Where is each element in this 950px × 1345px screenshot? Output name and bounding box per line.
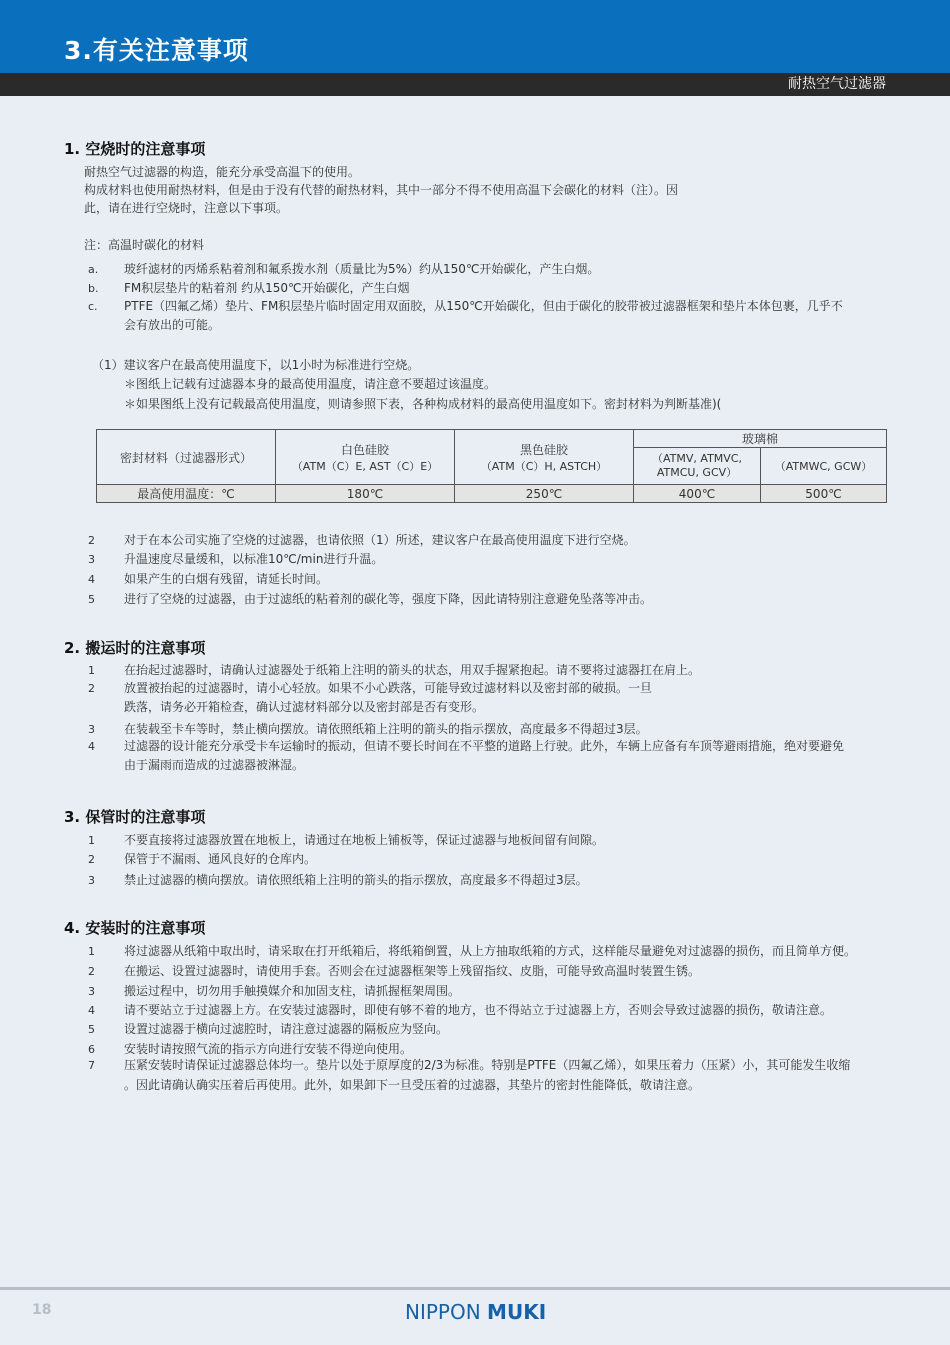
white-silicone-models: （ATM（C）E, AST（C）E） [291, 459, 439, 473]
item-number: 5 [88, 1023, 95, 1036]
item-number: 2 [88, 965, 95, 978]
item-number: 3 [88, 723, 95, 736]
item-number: 4 [88, 740, 95, 753]
recommendation-line: ＊如果图纸上没有记载最高使用温度，则请参照下表，各种构成材料的最高使用温度如下。密封材料为判断基准)( [124, 397, 722, 411]
note-title: 注：高温时碳化的材料 [84, 238, 205, 252]
item-text: 设置过滤器于横向过滤腔时，请注意过滤器的隔板应为竖向。 [124, 1022, 449, 1036]
item-text: 过滤器的设计能充分承受卡车运输时的振动，但请不要长时间在不平整的道路上行驶。此外，车辆上应备有车顶等避雨措施，绝对要避免 [124, 739, 845, 753]
temp-value: 250℃ [455, 485, 634, 503]
black-silicone-label: 黑色硅胶 [519, 442, 568, 457]
item-text: 由于漏雨而造成的过滤器被淋湿。 [124, 758, 305, 772]
item-number: 4 [88, 573, 95, 586]
item-text: 在抬起过滤器时，请确认过滤器处于纸箱上注明的箭头的状态，用双手握紧抱起。请不要将过滤器扛在肩上。 [124, 663, 701, 677]
item-text: 在搬运、设置过滤器时，请使用手套。否则会在过滤器框架等上残留指纹、皮脂，可能导致高温时装置生锈。 [124, 964, 701, 978]
recommendation-line: （1）建议客户在最高使用温度下，以1小时为标准进行空烧。 [92, 358, 420, 372]
note-marker: b. [88, 282, 99, 295]
s1-intro-line: 耐热空气过滤器的构造，能充分承受高温下的使用。 [84, 165, 361, 179]
item-text: 不要直接将过滤器放置在地板上，请通过在地板上铺板等，保证过滤器与地板间留有间隙。 [124, 833, 605, 847]
company-logo [405, 1300, 546, 1324]
section-4-title: 4. 安装时的注意事项 [64, 919, 206, 937]
page-header [0, 0, 950, 73]
s1-intro-line: 构成材料也使用耐热材料，但是由于没有代替的耐热材料，其中一部分不得不使用高温下会碳化的材料（注）。因 [84, 183, 679, 197]
item-text: 在装载至卡车等时，禁止横向摆放。请依照纸箱上注明的箭头的指示摆放，高度最多不得超过3层。 [124, 722, 648, 736]
note-text: 玻纤滤材的丙烯系粘着剂和氟系拨水剂（质量比为5%）约从150℃开始碳化，产生白烟。 [124, 262, 600, 276]
item-text: 搬运过程中，切勿用手触摸媒介和加固支柱，请抓握框架周围。 [124, 984, 461, 998]
item-number: 2 [88, 853, 95, 866]
item-text: 进行了空烧的过滤器，由于过滤纸的粘着剂的碳化等，强度下降，因此请特别注意避免坠落等冲击。 [124, 592, 653, 606]
item-number: 6 [88, 1043, 95, 1056]
header-seal: 密封材料（过滤器形式） [97, 430, 276, 485]
item-number: 2 [88, 682, 95, 695]
note-marker: c. [88, 300, 98, 313]
max-temperature-table [96, 429, 887, 503]
temp-value: 180℃ [276, 485, 455, 503]
logo-part-a: NIPPON [405, 1300, 488, 1324]
item-number: 2 [88, 534, 95, 547]
logo-part-b: MUKI [487, 1300, 547, 1324]
item-number: 3 [88, 985, 95, 998]
sub-header-bar [0, 73, 950, 96]
header-black-silicone [455, 430, 634, 485]
s1-intro-line: 此，请在进行空烧时，注意以下事项。 [84, 201, 289, 215]
item-number: 1 [88, 834, 95, 847]
header-glass-wool: 玻璃棉 [634, 430, 887, 448]
black-silicone-models: （ATM（C）H, ASTCH） [480, 459, 608, 473]
item-text: 将过滤器从纸箱中取出时，请采取在打开纸箱后，将纸箱倒置，从上方抽取纸箱的方式，这样能尽量避免对过滤器的损伤，而且简单方便。 [124, 944, 857, 958]
temp-value: 400℃ [634, 485, 761, 503]
item-text: 放置被抬起的过滤器时，请小心轻放。如果不小心跌落，可能导致过滤材料以及密封部的破损。一旦 [124, 681, 653, 695]
white-silicone-label: 白色硅胶 [340, 442, 389, 457]
note-marker: a. [88, 263, 99, 276]
section-1-title: 1. 空烧时的注意事项 [64, 140, 206, 158]
item-text: 。因此请确认确实压着后再使用。此外，如果卸下一旦受压着的过滤器，其垫片的密封性能降低，敬请注意。 [124, 1078, 701, 1092]
page-title: 3.有关注意事项 [64, 36, 249, 65]
item-text: 压紧安装时请保证过滤器总体均一。垫片以处于原厚度的2/3为标准。特别是PTFE（四氟乙烯），如果压着力（压紧）小，其可能发生收缩 [124, 1058, 851, 1072]
row-max-temp-label: 最高使用温度：℃ [97, 485, 276, 503]
item-number: 3 [88, 553, 95, 566]
item-text: 对于在本公司实施了空烧的过滤器，也请依照（1）所述，建议客户在最高使用温度下进行空烧。 [124, 533, 636, 547]
item-number: 7 [88, 1059, 95, 1072]
item-text: 保管于不漏雨、通风良好的仓库内。 [124, 852, 317, 866]
temp-value: 500℃ [761, 485, 887, 503]
item-number: 1 [88, 945, 95, 958]
item-text: 请不要站立于过滤器上方。在安装过滤器时，即使有够不着的地方，也不得站立于过滤器上方，否则会导致过滤器的损伤，敬请注意。 [124, 1003, 833, 1017]
section-2-title: 2. 搬运时的注意事项 [64, 639, 206, 657]
note-text: PTFE（四氟乙烯）垫片、FM积层垫片临时固定用双面胶，从150℃开始碳化，但由于碳化的胶带被过滤器框架和垫片本体包裹，几乎不 [124, 299, 843, 313]
item-text: 升温速度尽量缓和，以标准10℃/min进行升温。 [124, 552, 384, 566]
header-white-silicone [276, 430, 455, 485]
item-text: 安装时请按照气流的指示方向进行安装不得逆向使用。 [124, 1042, 413, 1056]
recommendation-line: ＊图纸上记载有过滤器本身的最高使用温度，请注意不要超过该温度。 [124, 377, 497, 391]
item-number: 4 [88, 1004, 95, 1017]
glass-wool-models-b: （ATMWC, GCW） [761, 448, 887, 485]
item-text: 跌落，请务必开箱检查，确认过滤材料部分以及密封部是否有变形。 [124, 700, 485, 714]
footer-divider [0, 1287, 950, 1290]
item-text: 如果产生的白烟有残留，请延长时间。 [124, 572, 329, 586]
item-text: 禁止过滤器的横向摆放。请依照纸箱上注明的箭头的指示摆放，高度最多不得超过3层。 [124, 873, 588, 887]
section-3-title: 3. 保管时的注意事项 [64, 808, 206, 826]
page-number: 18 [32, 1302, 52, 1318]
item-number: 3 [88, 874, 95, 887]
item-number: 5 [88, 593, 95, 606]
product-category: 耐热空气过滤器 [788, 76, 886, 92]
item-number: 1 [88, 664, 95, 677]
note-text: 会有放出的可能。 [124, 318, 221, 332]
note-text: FM积层垫片的粘着剂 约从150℃开始碳化，产生白烟 [124, 281, 410, 295]
glass-wool-models-a: （ATMV, ATMVC, ATMCU, GCV） [634, 448, 761, 485]
